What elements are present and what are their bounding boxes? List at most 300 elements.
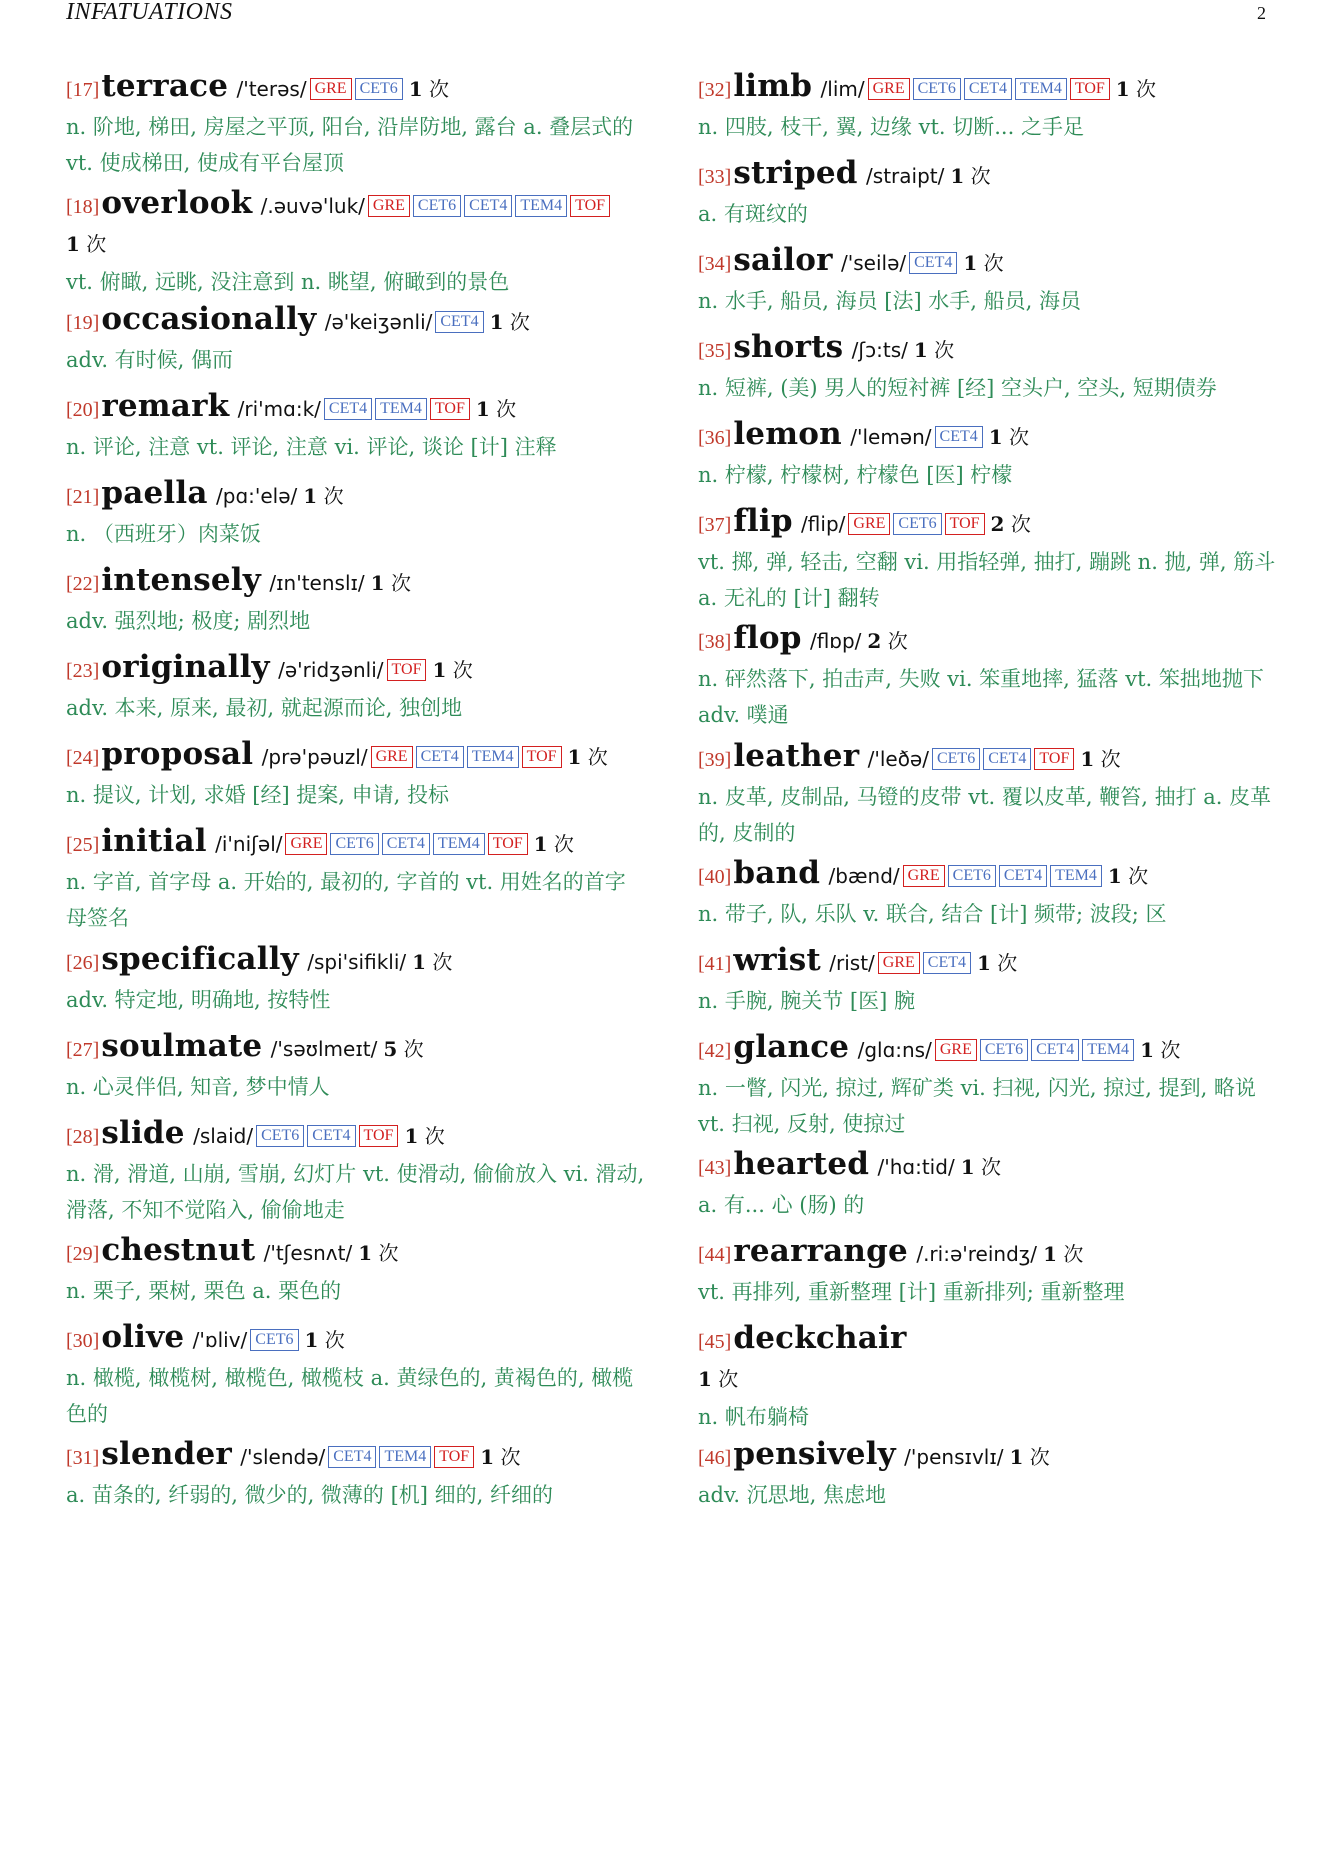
definition: n. 提议, 计划, 求婚 [经] 提案, 申请, 投标 xyxy=(66,783,450,807)
headword: olive xyxy=(101,1319,185,1355)
count-number: 1 xyxy=(1140,1038,1154,1062)
count-unit: 次 xyxy=(1004,512,1031,536)
exam-tag-tem4: TEM4 xyxy=(515,195,567,217)
entry-index: [32] xyxy=(698,79,732,101)
vocab-entry xyxy=(698,1320,1278,1435)
exam-tag-tem4: TEM4 xyxy=(1082,1039,1134,1061)
exam-tag-cet6: CET6 xyxy=(893,513,941,535)
definition: n. 四肢, 枝干, 翼, 边缘 vt. 切断... 之手足 xyxy=(698,115,1084,139)
entry-index: [35] xyxy=(698,340,732,362)
count-unit: 次 xyxy=(1023,1445,1050,1469)
entry-index: [41] xyxy=(698,953,732,975)
entry-headline xyxy=(66,185,646,264)
definition: n. 砰然落下, 拍击声, 失败 vi. 笨重地摔, 猛落 vt. 笨拙地抛下 adv. 噗通 xyxy=(698,667,1264,727)
headword: proposal xyxy=(101,736,254,772)
headword: specifically xyxy=(101,941,299,977)
phonetic: /ri'mɑ:k/ xyxy=(231,397,321,421)
vocab-entry xyxy=(698,1029,1278,1142)
exam-tag-cet4: CET4 xyxy=(1031,1039,1079,1061)
occurrence-count xyxy=(404,1124,444,1148)
entry-index: [40] xyxy=(698,866,732,888)
definition: adv. 有时候, 偶而 xyxy=(66,348,234,372)
count-number: 2 xyxy=(867,629,882,653)
exam-tag-gre: GRE xyxy=(935,1039,977,1061)
entry-index: [39] xyxy=(698,749,732,771)
occurrence-count xyxy=(1108,864,1148,888)
phonetic: /lim/ xyxy=(814,77,865,101)
exam-tag-gre: GRE xyxy=(903,865,945,887)
vocab-entry xyxy=(66,388,646,465)
count-number: 1 xyxy=(489,310,504,334)
exam-tag-cet6: CET6 xyxy=(355,78,403,100)
occurrence-count xyxy=(991,512,1031,536)
entry-index: [18] xyxy=(66,196,100,218)
occurrence-count xyxy=(698,1367,738,1391)
count-unit: 次 xyxy=(964,164,991,188)
vocab-entry xyxy=(66,736,646,813)
vocab-entry xyxy=(66,1028,646,1105)
exam-tag-cet4: CET4 xyxy=(435,311,483,333)
occurrence-count xyxy=(1010,1445,1050,1469)
exam-tag-cet4: CET4 xyxy=(964,78,1012,100)
vocab-entry xyxy=(66,1232,646,1309)
occurrence-count xyxy=(989,425,1029,449)
entry-index: [38] xyxy=(698,631,732,653)
count-number: 1 xyxy=(358,1241,373,1265)
vocab-entry xyxy=(698,942,1278,1019)
count-unit: 次 xyxy=(446,658,473,682)
vocab-entry xyxy=(698,1436,1278,1513)
phonetic: /flɒp/ xyxy=(803,629,862,653)
entry-index: [25] xyxy=(66,834,100,856)
entry-headline xyxy=(698,1436,1278,1477)
count-unit: 次 xyxy=(1002,425,1030,449)
occurrence-count xyxy=(1043,1242,1083,1266)
count-number: 5 xyxy=(383,1037,398,1061)
count-unit: 次 xyxy=(318,1328,345,1352)
definition: n. 带子, 队, 乐队 v. 联合, 结合 [计] 频带; 波段; 区 xyxy=(698,902,1167,926)
headword: flip xyxy=(733,503,793,539)
exam-tag-cet4: CET4 xyxy=(307,1125,355,1147)
definition: n. 一瞥, 闪光, 掠过, 辉矿类 vi. 扫视, 闪光, 掠过, 提到, 略说 vt. 扫视, 反射, 使掠过 xyxy=(698,1076,1256,1136)
entry-headline xyxy=(698,738,1278,779)
entry-headline xyxy=(698,620,1278,661)
count-unit: 次 xyxy=(426,950,453,974)
entry-index: [46] xyxy=(698,1447,732,1469)
definition: n. 阶地, 梯田, 房屋之平顶, 阳台, 沿岸防地, 露台 a. 叠层式的 vt. 使成梯田, 使成有平台屋顶 xyxy=(66,115,634,175)
phonetic: /'hɑ:tid/ xyxy=(871,1155,955,1179)
entry-headline xyxy=(698,68,1278,109)
exam-tag-tof: TOF xyxy=(1034,748,1074,770)
occurrence-count xyxy=(914,338,954,362)
exam-tag-cet4: CET4 xyxy=(935,426,983,448)
occurrence-count xyxy=(480,1445,520,1469)
vocab-entry xyxy=(698,155,1278,232)
occurrence-count xyxy=(963,251,1003,275)
count-number: 1 xyxy=(1009,1445,1024,1469)
entry-headline xyxy=(66,68,646,109)
vocab-entry xyxy=(66,301,646,378)
exam-tag-tof: TOF xyxy=(1070,78,1110,100)
exam-tag-cet6: CET6 xyxy=(250,1329,298,1351)
entry-headline xyxy=(66,736,646,777)
definition: n. 水手, 船员, 海员 [法] 水手, 船员, 海员 xyxy=(698,289,1082,313)
count-unit: 次 xyxy=(503,310,530,334)
count-unit: 次 xyxy=(418,1124,445,1148)
occurrence-count xyxy=(568,745,608,769)
vocab-entry xyxy=(66,475,646,552)
definition: n. 橄榄, 橄榄树, 橄榄色, 橄榄枝 a. 黄绿色的, 黄褐色的, 橄榄色的 xyxy=(66,1366,634,1426)
headword: hearted xyxy=(733,1146,870,1182)
definition: a. 有... 心 (肠) 的 xyxy=(698,1193,865,1217)
vocab-entry xyxy=(66,1319,646,1432)
count-unit: 次 xyxy=(977,251,1004,275)
phonetic: /'leðə/ xyxy=(861,747,929,771)
exam-tag-tof: TOF xyxy=(434,1446,474,1468)
exam-tag-cet6: CET6 xyxy=(932,748,980,770)
entry-headline xyxy=(66,388,646,429)
headword: limb xyxy=(733,68,813,104)
entry-headline xyxy=(698,1233,1278,1274)
entry-index: [44] xyxy=(698,1244,732,1266)
count-unit: 次 xyxy=(422,77,450,101)
definition: n. 心灵伴侣, 知音, 梦中情人 xyxy=(66,1075,330,1099)
entry-index: [33] xyxy=(698,166,732,188)
headword: pensively xyxy=(733,1436,896,1472)
entry-headline xyxy=(66,301,646,342)
definition: vt. 再排列, 重新整理 [计] 重新排列; 重新整理 xyxy=(698,1280,1125,1304)
entry-headline xyxy=(66,562,646,603)
phonetic: /'terəs/ xyxy=(230,77,307,101)
exam-tag-tem4: TEM4 xyxy=(433,833,485,855)
entry-headline xyxy=(66,475,646,516)
definition: n. 评论, 注意 vt. 评论, 注意 vi. 评论, 谈论 [计] 注释 xyxy=(66,435,557,459)
entry-index: [17] xyxy=(66,79,100,101)
headword: intensely xyxy=(101,562,261,598)
entry-index: [36] xyxy=(698,427,732,449)
phonetic: /glɑ:ns/ xyxy=(851,1038,932,1062)
entry-headline xyxy=(698,1320,1278,1399)
entry-headline xyxy=(698,503,1278,544)
exam-tag-tof: TOF xyxy=(359,1125,399,1147)
entry-index: [29] xyxy=(66,1243,100,1265)
count-number: 1 xyxy=(432,658,447,682)
count-number: 1 xyxy=(408,77,423,101)
entry-headline xyxy=(66,1232,646,1273)
phonetic: /rist/ xyxy=(822,951,875,975)
exam-tag-gre: GRE xyxy=(371,746,413,768)
entry-headline xyxy=(698,1029,1278,1070)
entry-index: [34] xyxy=(698,253,732,275)
phonetic: /pɑ:'elə/ xyxy=(209,484,298,508)
entry-index: [42] xyxy=(698,1040,732,1062)
occurrence-count xyxy=(432,658,472,682)
headword: striped xyxy=(733,155,858,191)
definition: n. 柠檬, 柠檬树, 柠檬色 [医] 柠檬 xyxy=(698,463,1013,487)
definition: n. （西班牙）肉菜饭 xyxy=(66,522,261,546)
vocab-entry xyxy=(66,823,646,936)
exam-tag-cet6: CET6 xyxy=(413,195,461,217)
exam-tag-tem4: TEM4 xyxy=(1015,78,1067,100)
exam-tag-cet4: CET4 xyxy=(909,252,957,274)
phonetic: /.əuvə'luk/ xyxy=(254,194,365,218)
headword: terrace xyxy=(101,68,229,104)
definition: n. 短裤, (美) 男人的短衬裤 [经] 空头户, 空头, 短期债券 xyxy=(698,376,1217,400)
exam-tag-cet6: CET6 xyxy=(913,78,961,100)
page-number: 2 xyxy=(1257,3,1266,23)
headword: flop xyxy=(733,620,802,656)
headword: shorts xyxy=(733,329,844,365)
phonetic: /'slendə/ xyxy=(233,1445,326,1469)
count-unit: 次 xyxy=(372,1241,399,1265)
vocab-entry xyxy=(698,1146,1278,1223)
phonetic: /'səʊlmeɪt/ xyxy=(264,1037,378,1061)
occurrence-count xyxy=(358,1241,398,1265)
exam-tag-gre: GRE xyxy=(848,513,890,535)
definition: n. 手腕, 腕关节 [医] 腕 xyxy=(698,989,915,1013)
phonetic: /slaid/ xyxy=(186,1124,254,1148)
headword: deckchair xyxy=(733,1320,907,1356)
headword: originally xyxy=(101,649,270,685)
occurrence-count xyxy=(371,571,411,595)
exam-tag-gre: GRE xyxy=(878,952,920,974)
entry-index: [27] xyxy=(66,1039,100,1061)
count-number: 1 xyxy=(404,1124,419,1148)
book-title: INFATUATIONS xyxy=(66,0,233,25)
headword: wrist xyxy=(733,942,821,978)
entry-index: [45] xyxy=(698,1331,732,1353)
count-unit: 次 xyxy=(494,1445,521,1469)
entry-headline xyxy=(698,855,1278,896)
headword: band xyxy=(733,855,821,891)
entry-index: [43] xyxy=(698,1157,732,1179)
count-number: 1 xyxy=(475,397,490,421)
phonetic: /'lemən/ xyxy=(843,425,932,449)
exam-tag-cet6: CET6 xyxy=(256,1125,304,1147)
entry-headline xyxy=(66,941,646,982)
exam-tag-cet4: CET4 xyxy=(983,748,1031,770)
occurrence-count xyxy=(409,77,449,101)
entry-headline xyxy=(698,242,1278,283)
headword: glance xyxy=(733,1029,850,1065)
entry-index: [20] xyxy=(66,399,100,421)
vocab-entry xyxy=(66,941,646,1018)
entry-headline xyxy=(698,155,1278,196)
occurrence-count xyxy=(534,832,574,856)
occurrence-count xyxy=(1080,747,1120,771)
headword: remark xyxy=(101,388,230,424)
occurrence-count xyxy=(476,397,516,421)
count-number: 1 xyxy=(963,251,978,275)
headword: soulmate xyxy=(101,1028,263,1064)
entry-index: [30] xyxy=(66,1330,100,1352)
count-number: 1 xyxy=(304,1328,319,1352)
count-number: 1 xyxy=(913,338,928,362)
count-number: 1 xyxy=(303,484,318,508)
entry-index: [19] xyxy=(66,312,100,334)
count-unit: 次 xyxy=(397,1037,424,1061)
occurrence-count xyxy=(490,310,530,334)
definition: adv. 特定地, 明确地, 按特性 xyxy=(66,988,331,1012)
vocab-entry xyxy=(66,68,646,181)
count-number: 2 xyxy=(990,512,1005,536)
headword: initial xyxy=(101,823,207,859)
count-number: 1 xyxy=(1080,747,1095,771)
exam-tag-cet4: CET4 xyxy=(324,398,372,420)
definition: n. 帆布躺椅 xyxy=(698,1405,809,1429)
definition: vt. 俯瞰, 远眺, 没注意到 n. 眺望, 俯瞰到的景色 xyxy=(66,270,510,294)
count-number: 1 xyxy=(977,951,991,975)
definition: n. 字首, 首字母 a. 开始的, 最初的, 字首的 vt. 用姓名的首字母签名 xyxy=(66,870,626,930)
entry-headline xyxy=(66,1436,646,1477)
count-unit: 次 xyxy=(1056,1242,1084,1266)
phonetic: /prə'pəuzl/ xyxy=(255,745,368,769)
occurrence-count xyxy=(867,629,907,653)
vocab-entry xyxy=(698,503,1278,616)
count-number: 1 xyxy=(66,232,80,256)
occurrence-count xyxy=(383,1037,423,1061)
definition: a. 有斑纹的 xyxy=(698,202,808,226)
exam-tag-gre: GRE xyxy=(285,833,327,855)
exam-tag-cet4: CET4 xyxy=(999,865,1047,887)
count-unit: 次 xyxy=(1121,864,1149,888)
count-number: 1 xyxy=(698,1367,712,1391)
definition: adv. 强烈地; 极度; 剧烈地 xyxy=(66,609,311,633)
definition: adv. 本来, 原来, 最初, 就起源而论, 独创地 xyxy=(66,696,463,720)
count-unit: 次 xyxy=(317,484,344,508)
count-unit: 次 xyxy=(711,1367,739,1391)
headword: lemon xyxy=(733,416,842,452)
count-number: 1 xyxy=(960,1155,975,1179)
exam-tag-gre: GRE xyxy=(368,195,410,217)
count-number: 1 xyxy=(950,164,965,188)
entry-index: [21] xyxy=(66,486,100,508)
count-number: 1 xyxy=(1107,864,1122,888)
definition: n. 皮革, 皮制品, 马镫的皮带 vt. 覆以皮革, 鞭笞, 抽打 a. 皮革的, 皮制的 xyxy=(698,785,1272,845)
vocab-entry xyxy=(66,562,646,639)
vocab-entry xyxy=(698,416,1278,493)
count-unit: 次 xyxy=(384,571,411,595)
phonetic: /straipt/ xyxy=(859,164,945,188)
page-header xyxy=(66,0,1266,30)
phonetic: /'seilə/ xyxy=(834,251,907,275)
vocab-entry xyxy=(698,242,1278,319)
exam-tag-gre: GRE xyxy=(310,78,352,100)
occurrence-count xyxy=(412,950,452,974)
count-number: 1 xyxy=(480,1445,495,1469)
count-unit: 次 xyxy=(581,745,608,769)
vocab-entry xyxy=(698,855,1278,932)
definition: n. 栗子, 栗树, 栗色 a. 栗色的 xyxy=(66,1279,342,1303)
entry-headline xyxy=(66,1319,646,1360)
exam-tag-cet6: CET6 xyxy=(948,865,996,887)
occurrence-count xyxy=(1116,77,1156,101)
occurrence-count xyxy=(950,164,990,188)
definition: adv. 沉思地, 焦虑地 xyxy=(698,1483,887,1507)
entry-headline xyxy=(66,649,646,690)
entry-index: [26] xyxy=(66,952,100,974)
definition: a. 苗条的, 纤弱的, 微少的, 微薄的 [机] 细的, 纤细的 xyxy=(66,1483,554,1507)
count-unit: 次 xyxy=(79,232,107,256)
entry-index: [23] xyxy=(66,660,100,682)
definition: vt. 掷, 弹, 轻击, 空翻 vi. 用指轻弹, 抽打, 蹦跳 n. 抛, 弹, 筋斗 a. 无礼的 [计] 翻转 xyxy=(698,550,1276,610)
phonetic: /ɪn'tenslɪ/ xyxy=(263,571,365,595)
headword: slender xyxy=(101,1436,232,1472)
occurrence-count xyxy=(66,232,106,256)
exam-tag-tof: TOF xyxy=(945,513,985,535)
exam-tag-tem4: TEM4 xyxy=(375,398,427,420)
count-number: 1 xyxy=(370,571,385,595)
occurrence-count xyxy=(961,1155,1001,1179)
phonetic: /ə'keiʒənli/ xyxy=(318,310,433,334)
phonetic: /i'niʃəl/ xyxy=(208,832,283,856)
definition: n. 滑, 滑道, 山崩, 雪崩, 幻灯片 vt. 使滑动, 偷偷放入 vi. 滑动, 滑落, 不知不觉陷入, 偷偷地走 xyxy=(66,1162,645,1222)
phonetic: /bænd/ xyxy=(822,864,900,888)
entry-headline xyxy=(698,329,1278,370)
vocab-entry xyxy=(698,329,1278,406)
entry-headline xyxy=(698,1146,1278,1187)
exam-tag-cet4: CET4 xyxy=(464,195,512,217)
exam-tag-tof: TOF xyxy=(488,833,528,855)
exam-tag-tof: TOF xyxy=(570,195,610,217)
count-unit: 次 xyxy=(1153,1038,1181,1062)
phonetic: /spi'sifikli/ xyxy=(300,950,407,974)
vocab-entry xyxy=(66,185,646,300)
headword: leather xyxy=(733,738,860,774)
exam-tag-tof: TOF xyxy=(430,398,470,420)
count-unit: 次 xyxy=(990,951,1018,975)
exam-tag-cet4: CET4 xyxy=(382,833,430,855)
exam-tag-tof: TOF xyxy=(522,746,562,768)
exam-tag-cet4: CET4 xyxy=(328,1446,376,1468)
vocab-entry xyxy=(698,68,1278,145)
occurrence-count xyxy=(305,1328,345,1352)
entry-headline xyxy=(66,1115,646,1156)
count-number: 1 xyxy=(412,950,427,974)
count-number: 1 xyxy=(1043,1242,1057,1266)
vocab-entry xyxy=(66,649,646,726)
exam-tag-cet6: CET6 xyxy=(330,833,378,855)
exam-tag-cet4: CET4 xyxy=(923,952,971,974)
phonetic: /flip/ xyxy=(794,512,846,536)
exam-tag-cet4: CET4 xyxy=(416,746,464,768)
phonetic: /'tʃesnʌt/ xyxy=(257,1241,353,1265)
exam-tag-tem4: TEM4 xyxy=(379,1446,431,1468)
count-unit: 次 xyxy=(1094,747,1121,771)
headword: rearrange xyxy=(733,1233,908,1269)
entry-index: [28] xyxy=(66,1126,100,1148)
occurrence-count xyxy=(977,951,1017,975)
entry-index: [24] xyxy=(66,747,100,769)
count-number: 1 xyxy=(533,832,548,856)
occurrence-count xyxy=(303,484,343,508)
count-unit: 次 xyxy=(547,832,574,856)
exam-tag-cet6: CET6 xyxy=(980,1039,1028,1061)
headword: chestnut xyxy=(101,1232,256,1268)
phonetic: /ʃɔ:ts/ xyxy=(845,338,908,362)
occurrence-count xyxy=(1140,1038,1180,1062)
exam-tag-tem4: TEM4 xyxy=(1050,865,1102,887)
vocab-entry xyxy=(698,1233,1278,1310)
phonetic: /ə'ridʒənli/ xyxy=(271,658,384,682)
count-unit: 次 xyxy=(927,338,955,362)
entry-headline xyxy=(66,823,646,864)
count-number: 1 xyxy=(1115,77,1130,101)
count-unit: 次 xyxy=(974,1155,1001,1179)
headword: slide xyxy=(101,1115,185,1151)
vocab-entry xyxy=(698,738,1278,851)
headword: overlook xyxy=(101,185,253,221)
